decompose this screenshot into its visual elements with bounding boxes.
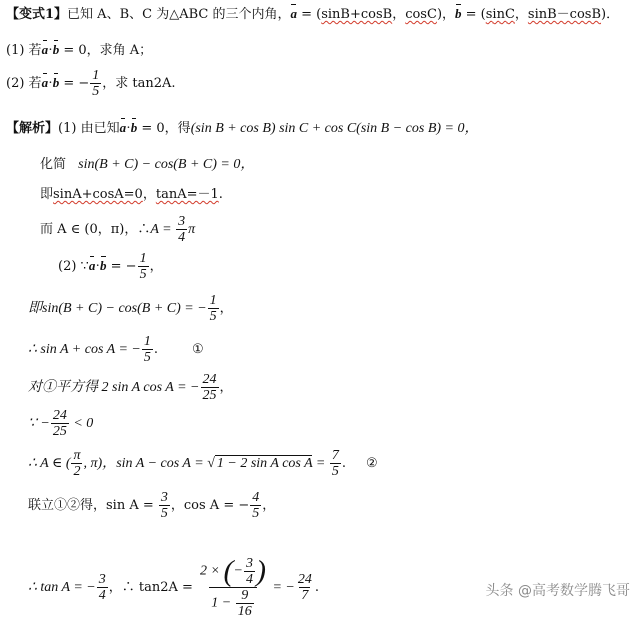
fraction: $\frac{1}{5}$ <box>209 293 217 324</box>
solution-line-12: ∴ tan A = − $\frac{3}{4}$ ，∴ tan2A = 2 × (− $\frac{3}{4}$ ) 1 − $\frac{9}{16}$ = − $\frac{24}{7}$ . <box>28 554 319 619</box>
solution-line-11: 联立①②得，sin A = $\frac{3}{5}$ ，cos A = − $\frac{4}{5}$ ， <box>28 490 276 521</box>
vector-b: b <box>455 6 462 21</box>
vector-a: a <box>290 6 297 21</box>
solution-line-6: 即sin(B + C) − cos(B + C) = − $\frac{1}{5}$ ， <box>28 293 233 324</box>
solution-line-1: 【解析】(1) 由已知a·b = 0，得(sin B + cos B) sin C + cos C(sin B − cos B) = 0， <box>6 120 479 136</box>
fraction: $\frac{24}{7}$ <box>297 572 312 603</box>
fraction: $\frac{24}{25}$ <box>202 372 217 403</box>
compound-fraction: 2 × (− $\frac{3}{4}$ ) 1 − $\frac{9}{16}$ <box>200 554 266 619</box>
fraction: $\frac{3}{4}$ <box>98 572 106 603</box>
question-1: (1) 若a·b = 0，求角 A； <box>6 42 153 58</box>
solution-line-7: ∴ sin A + cos A = − $\frac{1}{5}$ . ① <box>28 334 204 365</box>
solution-tag: 【解析】 <box>6 121 59 136</box>
fraction: $\frac{3}{4}$ <box>178 214 186 245</box>
solution-angle-a: 而 A ∈ (0，π)，∴A = $\frac{3}{4}$ π <box>40 214 196 245</box>
solution-line-9: ∵ − $\frac{24}{25}$ < 0 <box>28 408 94 439</box>
fraction: $\frac{1}{5}$ <box>143 334 151 365</box>
solution-line-10: ∴ A ∈ ( $\frac{\pi}{2}$ , π)，sin A − cos A = √ 1 − 2 sin A cos A = $\frac{7}{5}$ . ② <box>28 448 378 479</box>
fraction: $\frac{24}{25}$ <box>52 408 67 439</box>
problem-line-1: 【变式1】已知 A、B、C 为△ABC 的三个内角，a = (sinB+cosB，cosC)，b = (sinC，sinB－cosB)． <box>6 6 620 22</box>
fraction: $\frac{\pi}{2}$ <box>73 448 81 479</box>
sqrt-expression: 1 − 2 sin A cos A <box>216 456 313 471</box>
solution-ji: 即sinA+cosA=0，tanA=－1. <box>40 187 223 202</box>
problem-tag: 【变式1】 <box>6 7 68 22</box>
fraction: $\frac{7}{5}$ <box>331 448 339 479</box>
watermark: 头条 @高考数学腾飞哥 <box>485 583 630 599</box>
solution-line-8: 对①平方得 2 sin A cos A = − $\frac{24}{25}$ ， <box>28 372 233 403</box>
fraction: $\frac{1}{5}$ <box>139 251 147 282</box>
fraction: $\frac{4}{5}$ <box>252 490 260 521</box>
fraction: $\frac{1}{5}$ <box>92 68 100 99</box>
equation-mark-1: ① <box>191 342 204 357</box>
solution-simplify: 化简 sin(B + C) − cos(B + C) = 0， <box>40 157 255 172</box>
solution-part-2: (2) ∵a·b = − $\frac{1}{5}$ ， <box>58 251 163 282</box>
fraction: $\frac{3}{5}$ <box>160 490 168 521</box>
question-2: (2) 若a·b = − $\frac{1}{5}$ ，求 tan2A. <box>6 68 176 99</box>
equation-mark-2: ② <box>366 456 378 471</box>
